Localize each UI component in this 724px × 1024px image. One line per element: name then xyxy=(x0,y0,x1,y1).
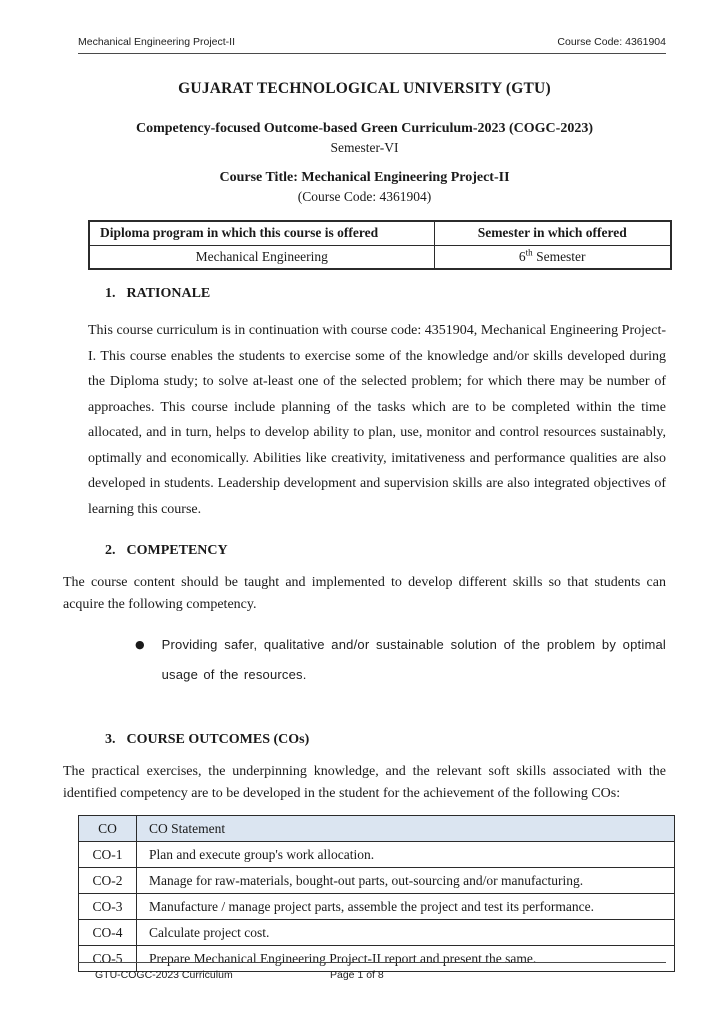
table-row xyxy=(79,920,675,946)
semester-ordinal: th xyxy=(525,247,533,258)
footer-document-name: GTU-COGC-2023 Curriculum xyxy=(95,969,233,981)
co-column-header: CO xyxy=(79,816,137,842)
university-title: GUJARAT TECHNOLOGICAL UNIVERSITY (GTU) xyxy=(178,80,551,97)
co-table-header-row xyxy=(79,816,675,842)
semester-word: Semester xyxy=(532,248,586,264)
table-row xyxy=(79,894,675,920)
co-id-cell: CO-3 xyxy=(79,894,137,920)
curriculum-title: Competency-focused Outcome-based Green Curriculum-2023 (COGC-2023) xyxy=(135,121,593,136)
section-title: COMPETENCY xyxy=(126,543,228,558)
table-row xyxy=(79,842,675,868)
offering-col1-header: Diploma program in which this course is offered xyxy=(89,221,434,245)
section-heading-competency xyxy=(105,543,666,559)
co-statement-cell: Manage for raw-materials, bought-out parts, out-sourcing and/or manufacturing. xyxy=(137,868,675,894)
co-id-cell: CO-1 xyxy=(79,842,137,868)
offering-table-data-row xyxy=(89,245,671,269)
section-title: RATIONALE xyxy=(126,286,211,301)
co-statement-cell: Prepare Mechanical Engineering Project-II report and present the same. xyxy=(137,946,675,972)
co-id-cell: CO-2 xyxy=(79,868,137,894)
page-content xyxy=(63,36,666,972)
table-row xyxy=(79,868,675,894)
course-title-line: Course Title: Mechanical Engineering Project-II xyxy=(219,170,510,185)
footer-page-number: Page 1 of 8 xyxy=(330,969,384,981)
program-cell: Mechanical Engineering xyxy=(89,245,434,269)
section-number: 3. xyxy=(105,732,116,747)
competency-intro-paragraph: The course content should be taught and implemented to develop different skills so that students can acquire the following competency. xyxy=(63,575,666,612)
offering-col2-header: Semester in which offered xyxy=(434,221,671,245)
bullet-icon: ● xyxy=(135,638,145,651)
header-course-code: Course Code: 4361904 xyxy=(557,36,666,48)
co-statement-cell: Manufacture / manage project parts, assemble the project and test its performance. xyxy=(137,894,675,920)
rationale-paragraph: This course curriculum is in continuation with course code: 4351904, Mechanical Engineering Project-I. This course enables the students to exercise some of the knowledge and/or skills developed during the Diploma study; to solve at-least one of the selected problem; for which there may be number of approaches. This course include planning of the tasks which are to be completed within the time allocated, and in turn, helps to develop ability to plan, use, monitor and control resources sustainably, optimally and economically. Abilities like creativity, imitativeness and performance qualities are also developed in students. Leadership development and supervision skills are also integrated objectives of learning this course. xyxy=(88,323,666,517)
offering-table-header-row xyxy=(89,221,671,245)
outcomes-intro-paragraph: The practical exercises, the underpinning knowledge, and the relevant soft skills associated with the identified competency are to be developed in the student for the achievement of the following COs: xyxy=(63,764,666,801)
offering-table xyxy=(88,220,672,270)
co-statement-cell: Calculate project cost. xyxy=(137,920,675,946)
competency-bullet-text: Providing safer, qualitative and/or sustainable solution of the problem by optimal usage of the resources. xyxy=(161,637,666,682)
section-title: COURSE OUTCOMES (COs) xyxy=(126,732,310,747)
section-number: 2. xyxy=(105,543,116,558)
course-code-line: (Course Code: 4361904) xyxy=(297,189,432,204)
header-course-name: Mechanical Engineering Project-II xyxy=(78,36,235,48)
title-block xyxy=(63,80,666,205)
semester-number: 6 xyxy=(518,248,526,264)
section-number: 1. xyxy=(105,286,116,301)
co-statement-cell: Plan and execute group's work allocation. xyxy=(137,842,675,868)
section-heading-rationale xyxy=(105,286,666,302)
co-statement-column-header: CO Statement xyxy=(137,816,675,842)
running-footer xyxy=(78,962,666,984)
co-id-cell: CO-4 xyxy=(79,920,137,946)
course-outcomes-table xyxy=(78,815,675,972)
semester-cell xyxy=(434,245,671,269)
semester-line: Semester-VI xyxy=(330,140,399,155)
co-id-cell: CO-5 xyxy=(79,946,137,972)
running-header xyxy=(78,36,666,54)
competency-bullet-item xyxy=(135,630,666,689)
section-heading-outcomes xyxy=(105,732,666,748)
